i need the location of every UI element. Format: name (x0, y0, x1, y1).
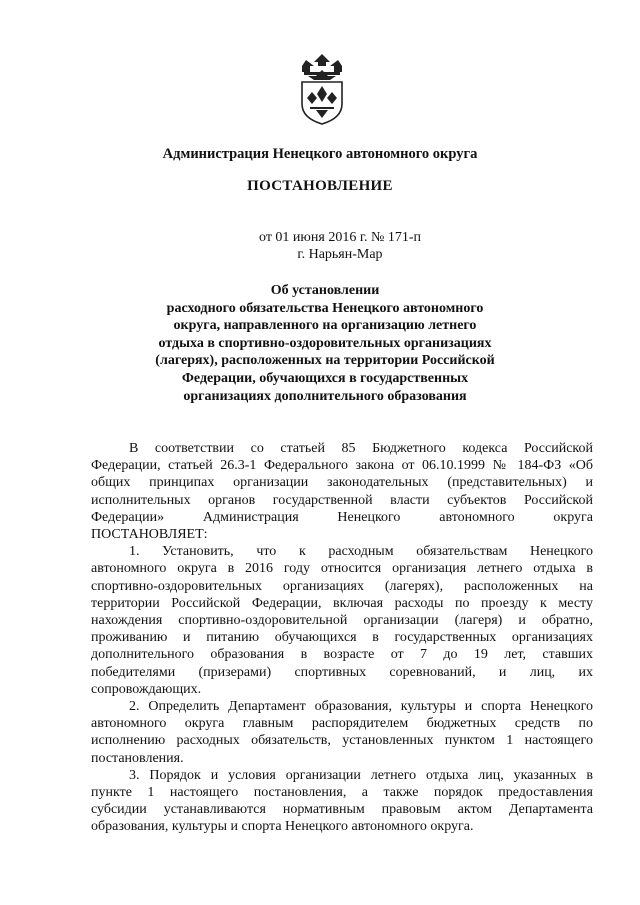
document-type: ПОСТАНОВЛЕНИЕ (247, 178, 393, 194)
body-line: исполнительных органов государственной власти субъектов Российской (91, 492, 593, 508)
title-line: организациях дополнительного образования (183, 388, 467, 404)
document-title (150, 282, 500, 405)
organization-name: Администрация Ненецкого автономного округа (162, 146, 478, 162)
body-line: общих принципах организации законодательных (представительных) и (91, 475, 593, 491)
document-body (91, 440, 593, 836)
document-date-number: от 01 июня 2016 г. № 171-п (259, 230, 421, 245)
body-line: пункте 1 настоящего постановления, а также порядок предоставления (91, 785, 593, 801)
title-line: Федерации, обучающихся в государственных (181, 370, 469, 386)
title-line: (лагерях), расположенных на территории Российской (155, 353, 495, 369)
document-city: г. Нарьян-Мар (297, 247, 383, 262)
body-line: автономного округа в 2016 году относится организация летнего отдыха в (91, 561, 593, 577)
body-line: 3. Порядок и условия организации летнего отдыха лиц, указанных в (129, 767, 593, 783)
body-line: ПОСТАНОВЛЯЕТ: (91, 527, 208, 543)
body-line: 1. Установить, что к расходным обязательствам Ненецкого (129, 544, 593, 560)
title-line: Об установлении (270, 283, 380, 298)
title-line: отдыха в спортивно-оздоровительных организациях (158, 335, 492, 351)
body-line: субсидии устанавливаются нормативным правовым актом Департамента (91, 802, 593, 818)
body-line: 2. Определить Департамент образования, культуры и спорта Ненецкого (129, 699, 593, 715)
body-line: победителями (призерами) спортивных соревнований, и лиц, их (91, 664, 593, 680)
title-line: расходного обязательства Ненецкого автономного (166, 300, 484, 316)
body-line: проживанию и питанию обучающихся в государственных организациях (91, 630, 593, 646)
body-line: В соответствии со статьей 85 Бюджетного кодекса Российской (129, 441, 593, 456)
body-line: Федерации, статьей 26.3-1 Федерального закона от 06.10.1999 № 184-ФЗ «Об (91, 458, 593, 474)
body-line: дополнительного образования в возрасте от 7 до 19 лет, ставших (91, 647, 593, 663)
body-line: нахождения спортивно-оздоровительной организации (лагеря) и обратно, (91, 613, 593, 629)
body-line: сопровождающих. (91, 681, 202, 697)
body-line: постановления. (91, 750, 184, 766)
title-line: округа, направленного на организацию летнего (173, 318, 477, 334)
body-line: автономного округа главным распорядителем бюджетных средств по (91, 716, 593, 732)
body-line: спортивно-оздоровительных организациях (лагерях), расположенных на (91, 578, 593, 594)
body-line: образования, культуры и спорта Ненецкого автономного округа. (91, 819, 474, 835)
coat-of-arms-emblem (296, 52, 348, 126)
body-line: Федерации» Администрация Ненецкого автономного округа (91, 509, 593, 525)
body-line: исполнению расходных обязательств, установленных пунктом 1 настоящего (91, 733, 593, 749)
body-line: территории Российской Федерации, включая расходы по проезду к месту (91, 595, 593, 611)
